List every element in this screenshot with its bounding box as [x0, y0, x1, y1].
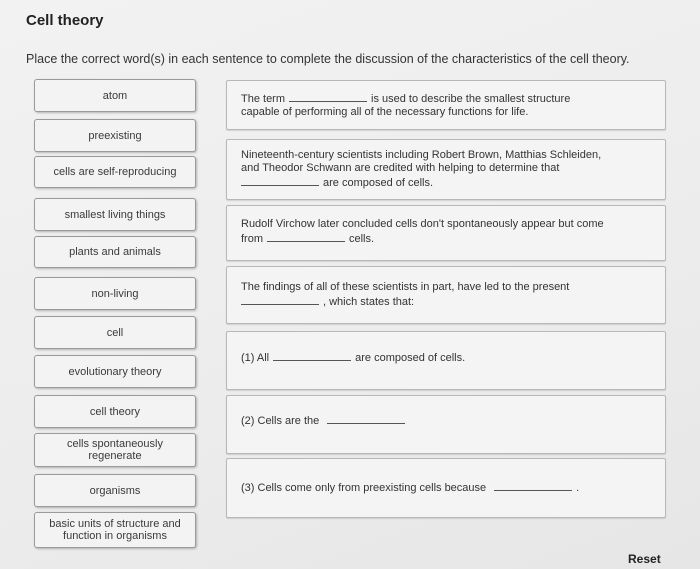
sentence-text: (1) All — [241, 352, 270, 364]
answer-blank[interactable] — [289, 91, 367, 102]
word-tile-label: evolutionary theory — [68, 365, 162, 378]
word-tile[interactable] — [34, 79, 196, 112]
sentence-text: and Theodor Schwann are credited with helping to determine that — [241, 162, 560, 174]
sentence-text: from — [241, 233, 263, 245]
reset-button[interactable]: Reset — [628, 552, 661, 566]
sentence-box-6 — [226, 395, 666, 454]
word-tile-label: plants and animals — [69, 246, 161, 258]
sentence-text: (2) Cells are the — [241, 415, 320, 427]
sentence-text: The findings of all of these scientists in part, have led to the present — [241, 281, 570, 293]
answer-blank[interactable] — [494, 480, 572, 491]
word-tile-label: non-living — [91, 287, 139, 300]
word-tile[interactable] — [34, 512, 196, 548]
word-tile-label: organisms — [89, 484, 141, 497]
sentence-text: Rudolf Virchow later concluded cells don't spontaneously appear but come — [241, 218, 604, 230]
word-tile[interactable] — [34, 395, 196, 428]
sentence-box-2 — [226, 139, 666, 200]
sentence-box-1 — [226, 80, 666, 130]
word-tile-label: basic units of structure and function in organisms — [49, 518, 181, 542]
word-tile-label: cell theory — [89, 405, 141, 418]
sentence-box-7 — [226, 458, 666, 518]
page-title: Cell theory — [26, 12, 104, 29]
sentence-text: , which states that: — [323, 296, 415, 308]
word-tile-label: cells spontaneously regenerate — [66, 438, 163, 462]
sentence-text: . — [576, 482, 580, 494]
word-tile[interactable] — [34, 156, 196, 188]
word-tile[interactable] — [34, 355, 196, 388]
sentence-text: is used to describe the smallest structure — [371, 93, 571, 105]
instructions: Place the correct word(s) in each sentence to complete the discussion of the characteristics of the cell theory. — [26, 52, 630, 66]
sentence-text: The term — [241, 93, 286, 105]
sentence-text: (3) Cells come only from preexisting cells because — [241, 482, 487, 494]
word-tile[interactable] — [34, 198, 196, 231]
word-tile[interactable] — [34, 474, 196, 507]
answer-blank[interactable] — [327, 413, 405, 424]
sentence-box-3 — [226, 205, 666, 261]
sentence-text: cells. — [349, 233, 375, 245]
answer-blank[interactable] — [273, 350, 351, 361]
word-tile-label: cells are self-reproducing — [53, 166, 177, 178]
answer-blank[interactable] — [267, 231, 345, 242]
sentence-text: capable of performing all of the necessary functions for life. — [241, 106, 529, 118]
sentence-text: Nineteenth-century scientists including Robert Brown, Matthias Schleiden, — [241, 149, 602, 161]
sentence-text: are composed of cells. — [323, 177, 434, 189]
word-tile[interactable] — [34, 316, 196, 349]
answer-blank[interactable] — [241, 294, 319, 305]
sentence-box-5 — [226, 331, 666, 390]
word-tile[interactable] — [34, 236, 196, 268]
word-tile[interactable] — [34, 433, 196, 467]
sentence-text: are composed of cells. — [355, 352, 466, 364]
word-tile[interactable] — [34, 119, 196, 152]
sentence-box-4 — [226, 266, 666, 324]
word-tile-label: preexisting — [88, 129, 142, 142]
word-tile-label: cell — [106, 326, 124, 339]
word-tile-label: smallest living things — [64, 208, 166, 221]
word-tile[interactable] — [34, 277, 196, 310]
answer-blank[interactable] — [241, 175, 319, 186]
word-tile-label: atom — [102, 89, 128, 102]
